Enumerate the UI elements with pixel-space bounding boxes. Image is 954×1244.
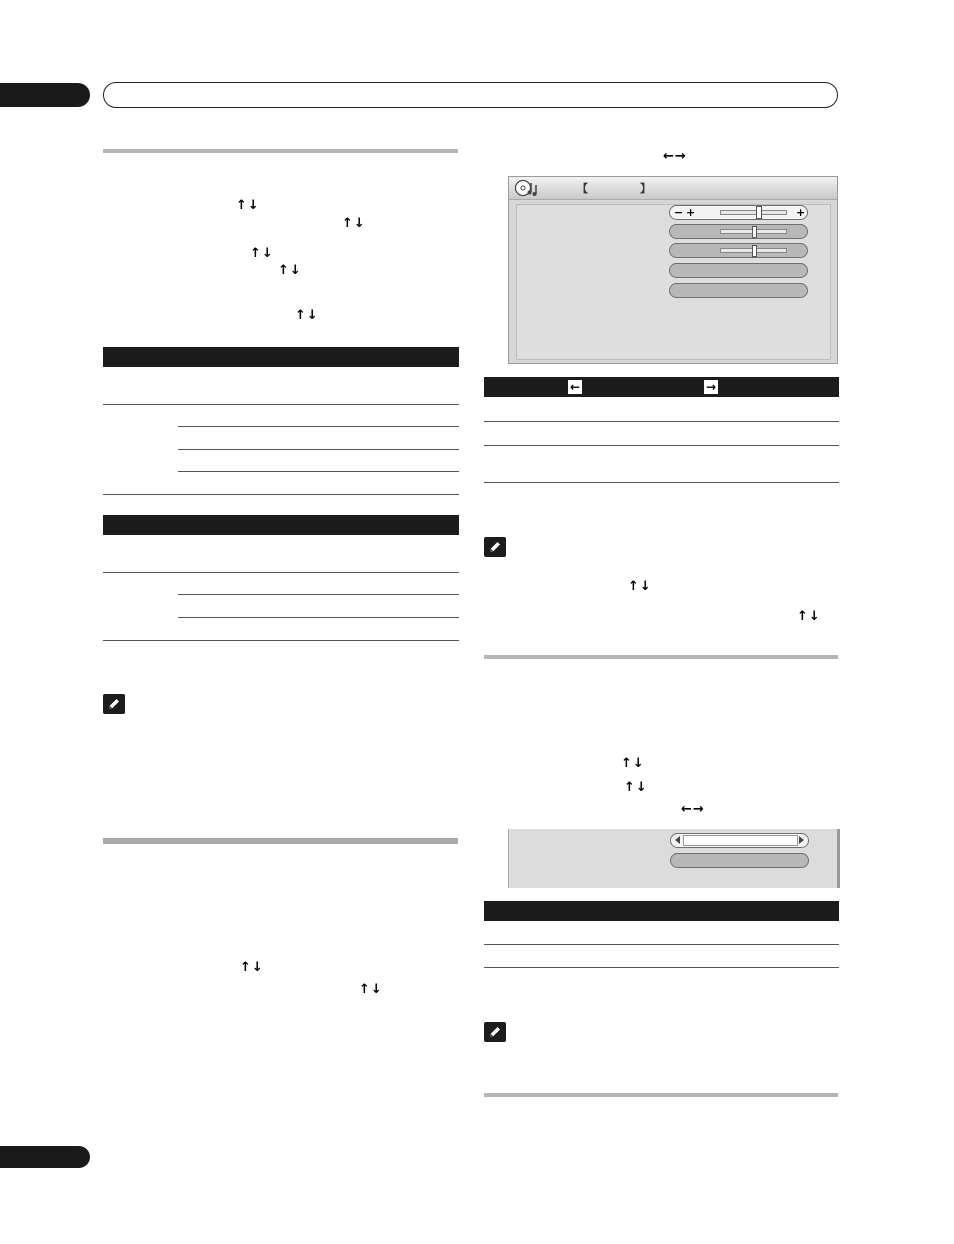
table-4-header bbox=[484, 901, 839, 921]
plus-icon: + bbox=[686, 206, 696, 219]
up-down-arrows-icon: ↑↓ bbox=[624, 780, 648, 795]
osd-bracket-open: 【 bbox=[577, 182, 588, 195]
table-1-row-divider bbox=[178, 426, 459, 427]
up-down-arrows-icon: ↑↓ bbox=[797, 609, 821, 624]
section-rule-2 bbox=[103, 838, 458, 844]
table-2-bottom-rule bbox=[103, 640, 459, 641]
table-1-row-divider bbox=[103, 404, 459, 405]
slider-knob[interactable] bbox=[752, 245, 757, 257]
osd-slider-row[interactable] bbox=[669, 224, 808, 239]
osd-selector[interactable] bbox=[670, 833, 809, 848]
chapter-tab bbox=[0, 83, 90, 107]
pencil-icon bbox=[484, 1022, 506, 1042]
osd-menu-item[interactable] bbox=[669, 263, 808, 278]
table-1-row-divider bbox=[178, 449, 459, 450]
left-right-arrows-icon: ←→ bbox=[681, 802, 705, 817]
disc-icon bbox=[514, 179, 542, 197]
section-rule-1 bbox=[103, 149, 458, 153]
slider-knob[interactable] bbox=[752, 226, 757, 238]
up-down-arrows-icon: ↑↓ bbox=[240, 960, 264, 975]
table-3-row-divider bbox=[484, 445, 839, 446]
table-2-row-divider bbox=[178, 594, 459, 595]
up-down-arrows-icon: ↑↓ bbox=[236, 198, 260, 213]
osd-slider-row[interactable] bbox=[669, 205, 808, 220]
up-down-arrows-icon: ↑↓ bbox=[295, 308, 319, 323]
osd-menu-item[interactable] bbox=[670, 853, 809, 868]
selector-value-box bbox=[683, 835, 798, 846]
table-3-row-divider bbox=[484, 421, 839, 422]
right-arrow-icon: → bbox=[705, 380, 717, 394]
up-down-arrows-icon: ↑↓ bbox=[628, 579, 652, 594]
left-arrow-icon: ← bbox=[569, 380, 581, 394]
table-1-header bbox=[103, 347, 459, 367]
osd-bracket-close: 】 bbox=[640, 182, 651, 195]
table-1-row-divider bbox=[178, 471, 459, 472]
up-down-arrows-icon: ↑↓ bbox=[621, 756, 645, 771]
slider-track bbox=[720, 210, 787, 215]
page-header-bar bbox=[103, 82, 838, 108]
table-4-bottom-rule bbox=[484, 967, 839, 968]
osd-screen bbox=[508, 176, 838, 364]
triangle-right-icon[interactable] bbox=[799, 836, 804, 844]
up-down-arrows-icon: ↑↓ bbox=[359, 982, 383, 997]
osd-menu-item[interactable] bbox=[669, 283, 808, 298]
minus-icon: − bbox=[674, 206, 684, 219]
table-1-bottom-rule bbox=[103, 494, 459, 495]
pencil-icon bbox=[103, 694, 125, 714]
left-right-arrows-icon: ←→ bbox=[663, 149, 687, 164]
table-3-header bbox=[484, 377, 839, 397]
table-2-row-divider bbox=[178, 617, 459, 618]
osd-selector-panel bbox=[508, 829, 840, 888]
section-rule-3 bbox=[484, 655, 838, 659]
pencil-icon bbox=[484, 537, 506, 557]
slider-knob[interactable] bbox=[756, 206, 762, 219]
plus-icon: + bbox=[796, 206, 806, 219]
osd-title-bar bbox=[509, 177, 837, 200]
table-3-bottom-rule bbox=[484, 482, 839, 483]
triangle-left-icon[interactable] bbox=[675, 836, 680, 844]
osd-slider-row[interactable] bbox=[669, 243, 808, 258]
up-down-arrows-icon: ↑↓ bbox=[278, 263, 302, 278]
table-2-header bbox=[103, 515, 459, 535]
page-number-tab bbox=[0, 1146, 90, 1168]
up-down-arrows-icon: ↑↓ bbox=[342, 216, 366, 231]
section-rule-4 bbox=[484, 1093, 838, 1097]
table-2-row-divider bbox=[103, 572, 459, 573]
up-down-arrows-icon: ↑↓ bbox=[250, 246, 274, 261]
table-4-row-divider bbox=[484, 944, 839, 945]
